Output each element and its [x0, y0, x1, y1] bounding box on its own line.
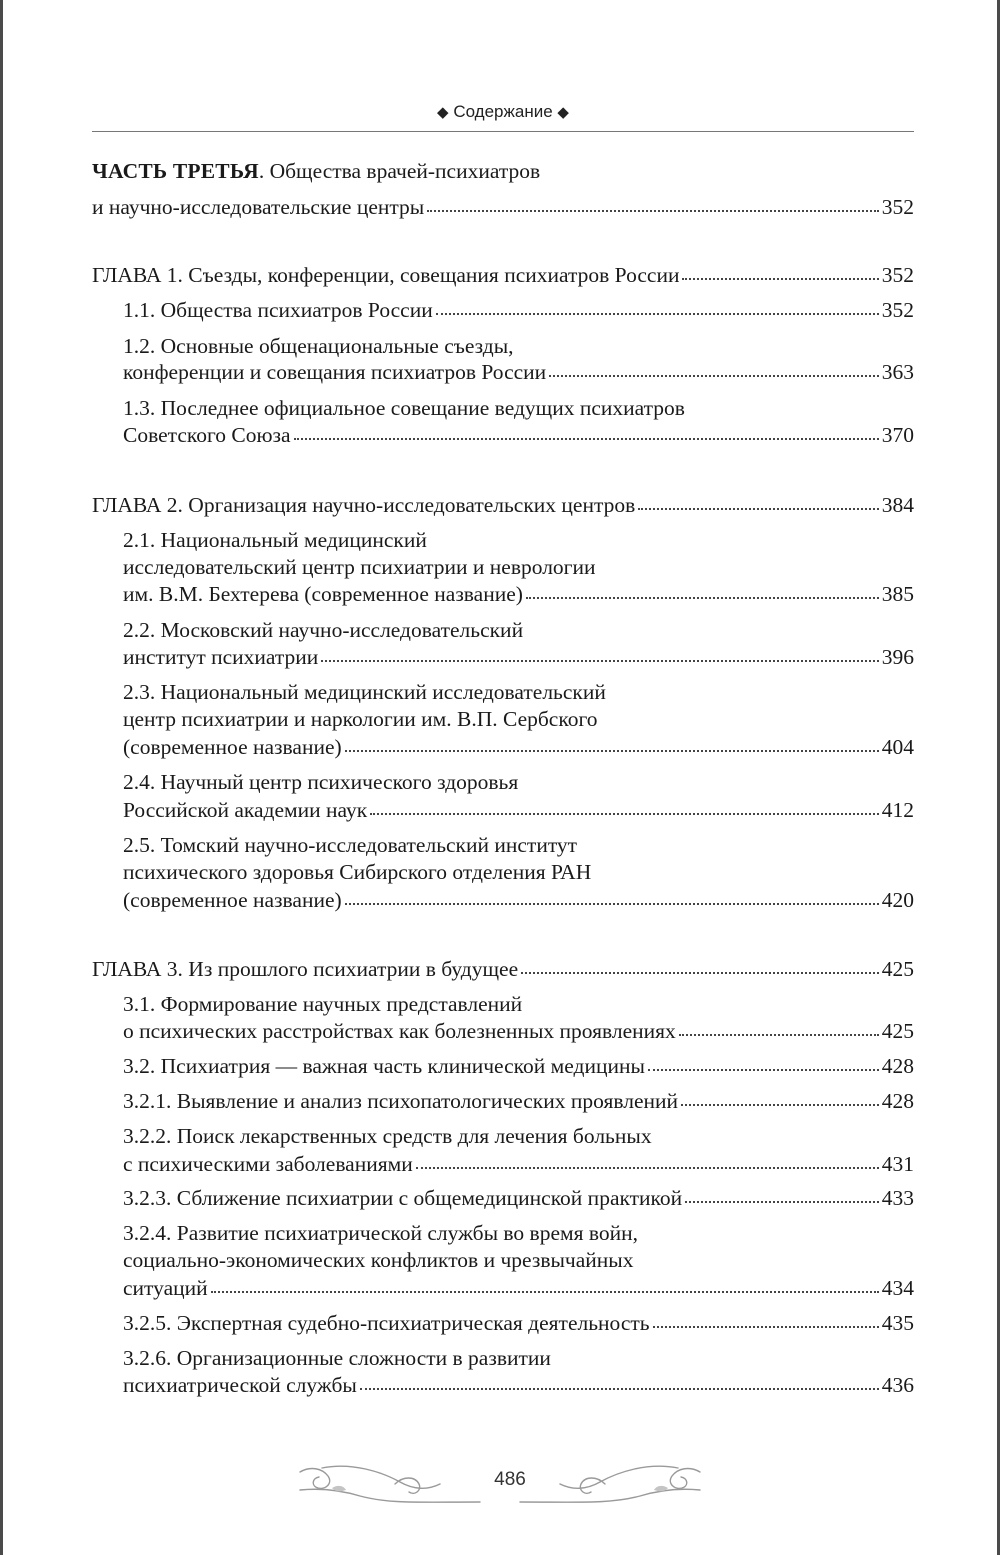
page-ref: 352: [881, 195, 914, 219]
entry-text: институт психиатрии: [123, 645, 319, 669]
entry-text: 1.1. Общества психиатров России: [123, 298, 433, 322]
entry-text: исследовательский центр психиатрии и неврологии: [123, 555, 596, 579]
toc-entry: [123, 421, 914, 449]
page-ref: 412: [881, 798, 914, 822]
entry-text: (современное название): [123, 735, 342, 759]
dot-leader: [416, 1166, 879, 1169]
dot-leader: [211, 1290, 879, 1293]
toc-entry: [123, 733, 914, 761]
entry-text: с психическими заболеваниями: [123, 1152, 413, 1176]
toc-entry: [123, 1052, 914, 1080]
ornament-left-swirl: [300, 1469, 330, 1489]
entry-text: 3.2. Психиатрия — важная часть клинической медицины: [123, 1054, 645, 1078]
entry-text: конференции и совещания психиатров России: [123, 360, 547, 384]
entry-text: психиатрической службы: [123, 1373, 357, 1397]
dot-leader: [685, 1200, 879, 1203]
dot-leader: [682, 277, 878, 280]
entry-text: 2.3. Национальный медицинский исследовательский: [123, 680, 606, 704]
chapter-title: ГЛАВА 1. Съезды, конференции, совещания психиатров России: [92, 263, 680, 287]
part-title-line1: . Общества врачей-психиатров: [258, 159, 541, 183]
dot-leader: [360, 1387, 879, 1390]
ornament-right-tail: [520, 1489, 700, 1502]
toc-entry: [123, 358, 914, 386]
toc-entry-line: [123, 1344, 914, 1372]
page-ref: 425: [881, 957, 914, 981]
toc-entry-line: [123, 553, 914, 581]
page-ref: 428: [881, 1054, 914, 1078]
toc-entry-line: [123, 1122, 914, 1150]
header-rule: [92, 131, 914, 132]
entry-text: центр психиатрии и наркологии им. В.П. Сербского: [123, 707, 598, 731]
page-ref: 363: [881, 360, 914, 384]
dot-leader: [653, 1325, 879, 1328]
toc-entry-line: [123, 858, 914, 886]
entry-text: 3.1. Формирование научных представлений: [123, 992, 523, 1016]
page-ref: 352: [881, 298, 914, 322]
toc-entry-line: [123, 768, 914, 796]
toc-entry: [123, 1274, 914, 1302]
toc-entry-line: [123, 990, 914, 1018]
toc-entry-line: [123, 1219, 914, 1247]
part-label: ЧАСТЬ ТРЕТЬЯ: [92, 159, 259, 183]
page-ref: 404: [881, 735, 914, 759]
entry-text: социально-экономических конфликтов и чрезвычайных: [123, 1248, 634, 1272]
dot-leader: [321, 659, 878, 662]
entry-text: 3.2.5. Экспертная судебно-психиатрическая деятельность: [123, 1311, 650, 1335]
toc-entry-line: [123, 332, 914, 360]
entry-text: психического здоровья Сибирского отделения РАН: [123, 860, 592, 884]
entry-text: (современное название): [123, 888, 342, 912]
dot-leader: [648, 1068, 879, 1071]
toc-entry: [123, 1184, 914, 1212]
toc-entry: [123, 886, 914, 914]
page-ref: 396: [881, 645, 914, 669]
diamond-icon: ◆: [437, 104, 449, 121]
toc-entry-line: [123, 526, 914, 554]
entry-text: 1.3. Последнее официальное совещание ведущих психиатров: [123, 396, 685, 420]
entry-text: 2.4. Научный центр психического здоровья: [123, 770, 519, 794]
toc-entry: [123, 1150, 914, 1178]
toc-entry: [92, 193, 914, 221]
dot-leader: [370, 812, 879, 815]
page-ref: 434: [881, 1276, 914, 1300]
toc-chapter: [92, 491, 914, 519]
entry-text: Российской академии наук: [123, 798, 368, 822]
page-ref: 435: [881, 1311, 914, 1335]
entry-text: им. В.М. Бехтерева (современное название): [123, 582, 523, 606]
dot-leader: [521, 971, 879, 974]
dot-leader: [294, 437, 879, 440]
ornament-left-tail: [300, 1489, 480, 1502]
toc-entry: [123, 580, 914, 608]
entry-text: о психических расстройствах как болезненных проявлениях: [123, 1019, 676, 1043]
toc-part-title: [92, 157, 914, 185]
toc-entry-line: [123, 616, 914, 644]
part-title-line2: и научно-исследовательские центры: [92, 195, 425, 219]
dot-leader: [345, 749, 879, 752]
dot-leader: [345, 902, 879, 905]
toc-chapter: [92, 955, 914, 983]
dot-leader: [679, 1033, 879, 1036]
dot-leader: [436, 312, 879, 315]
chapter-title: ГЛАВА 2. Организация научно-исследовательских центров: [92, 493, 636, 517]
entry-text: 3.2.2. Поиск лекарственных средств для лечения больных: [123, 1124, 652, 1148]
page-ref: 433: [881, 1186, 914, 1210]
toc-entry-line: [123, 1246, 914, 1274]
page-ref: 436: [881, 1373, 914, 1397]
page-ref: 370: [881, 423, 914, 447]
toc-entry-line: [123, 678, 914, 706]
page-ref: 420: [881, 888, 914, 912]
page-border-left: [0, 0, 3, 1555]
diamond-icon: ◆: [557, 104, 569, 121]
entry-text: 2.2. Московский научно-исследовательский: [123, 618, 524, 642]
page-number: 486: [494, 1469, 526, 1490]
toc-entry-line: [123, 394, 914, 422]
entry-text: 3.2.6. Организационные сложности в развитии: [123, 1346, 551, 1370]
entry-text: 3.2.1. Выявление и анализ психопатологических проявлений: [123, 1089, 679, 1113]
page-ref: 352: [881, 263, 914, 287]
page-ref: 425: [881, 1019, 914, 1043]
entry-text: Советского Союза: [123, 423, 291, 447]
toc-entry: [123, 1017, 914, 1045]
toc-chapter: [92, 261, 914, 289]
entry-text: 3.2.3. Сближение психиатрии с общемедицинской практикой: [123, 1186, 683, 1210]
ornament-right-swirl: [670, 1469, 700, 1489]
page-ref: 428: [881, 1089, 914, 1113]
entry-text: 2.5. Томский научно-исследовательский институт: [123, 833, 578, 857]
ornament-left-curl: [322, 1466, 440, 1488]
entry-text: 2.1. Национальный медицинский: [123, 528, 427, 552]
toc-entry: [123, 796, 914, 824]
page-ref: 384: [881, 493, 914, 517]
entry-text: 3.2.4. Развитие психиатрической службы во время войн,: [123, 1221, 639, 1245]
chapter-title: ГЛАВА 3. Из прошлого психиатрии в будущее: [92, 957, 519, 981]
dot-leader: [549, 374, 879, 377]
toc-entry: [123, 296, 914, 324]
entry-text: 1.2. Основные общенациональные съезды,: [123, 334, 514, 358]
toc-entry: [123, 1371, 914, 1399]
dot-leader: [526, 596, 879, 599]
toc-entry-line: [123, 831, 914, 859]
entry-text: ситуаций: [123, 1276, 208, 1300]
page-ref: 431: [881, 1152, 914, 1176]
dot-leader: [681, 1103, 879, 1106]
header-title: Содержание: [453, 102, 553, 121]
toc-entry-line: [123, 705, 914, 733]
toc-entry: [123, 643, 914, 671]
toc-entry: [123, 1309, 914, 1337]
dot-leader: [427, 209, 879, 212]
toc-entry: [123, 1087, 914, 1115]
dot-leader: [638, 507, 878, 510]
ornament-right-curl: [560, 1466, 678, 1488]
page-ref: 385: [881, 582, 914, 606]
running-header: [92, 102, 914, 122]
